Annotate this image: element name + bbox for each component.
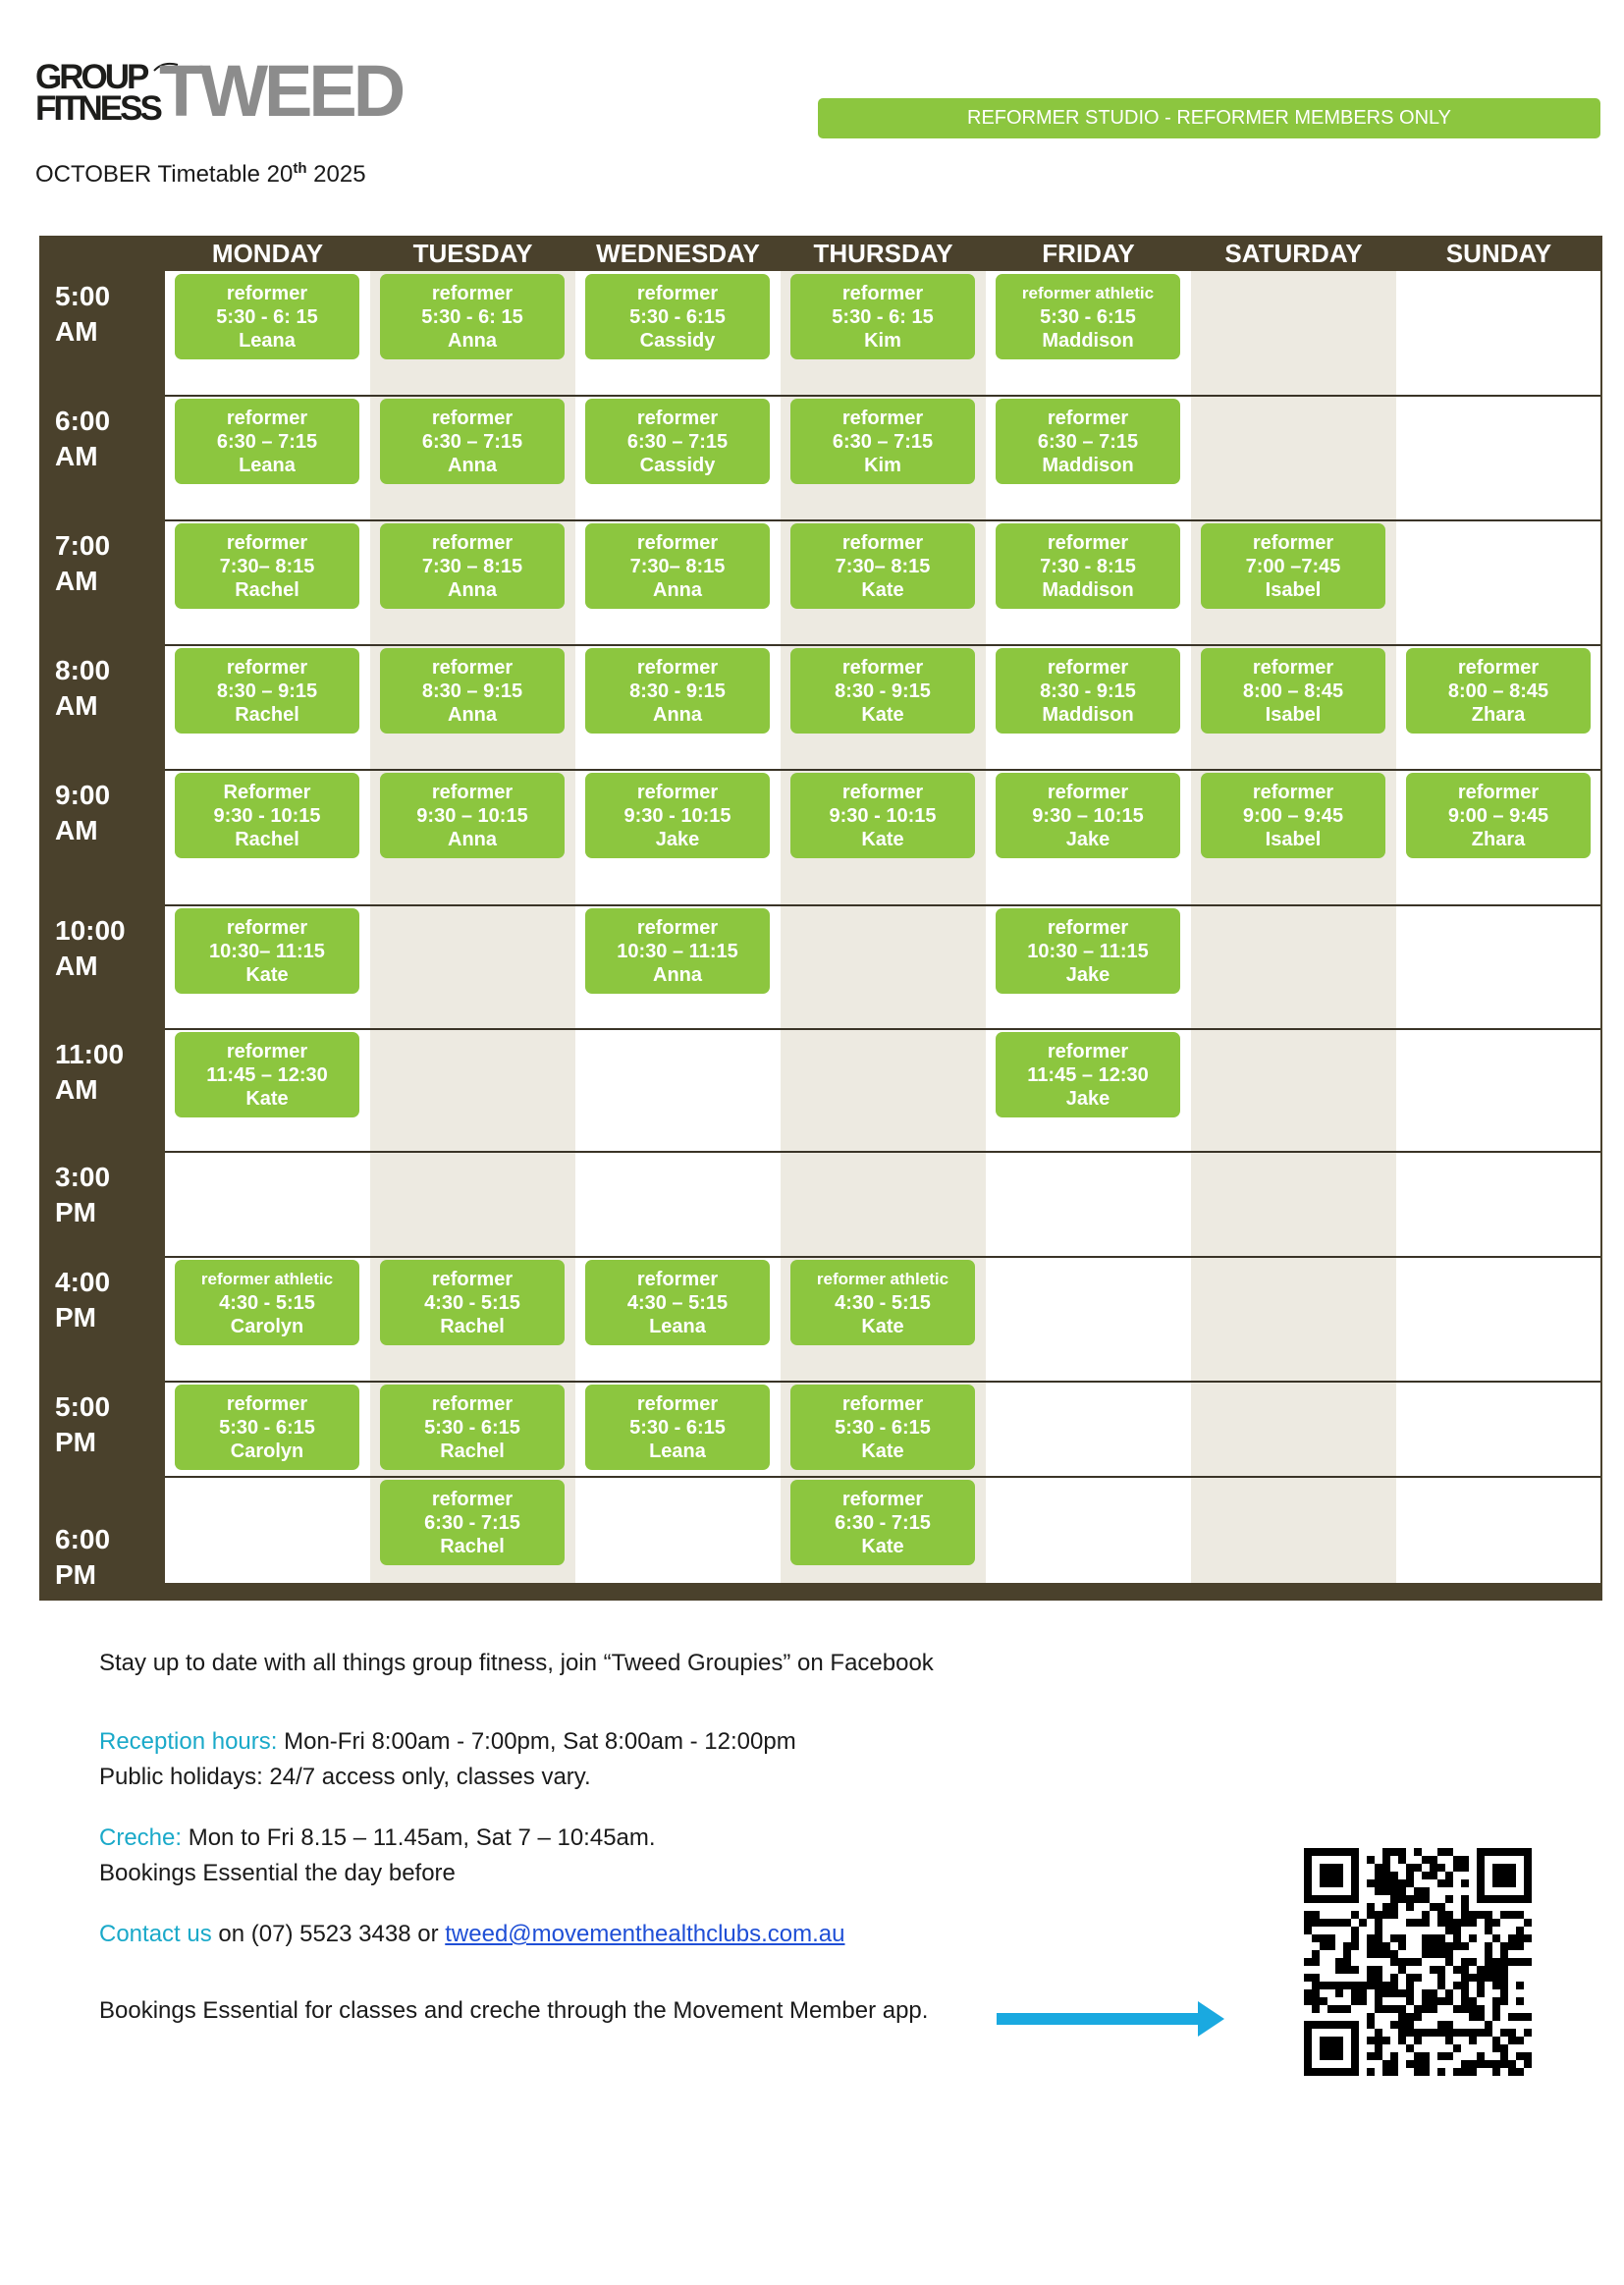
class-card[interactable] (996, 773, 1180, 858)
class-instructor: Zhara (1471, 703, 1526, 726)
class-time: 6:30 – 7:15 (421, 430, 523, 453)
class-time: 7:30 – 8:15 (421, 555, 523, 577)
class-name: reformer (841, 781, 924, 803)
class-name: reformer (226, 656, 308, 679)
page-title (35, 160, 366, 189)
class-instructor: Kate (245, 963, 289, 986)
class-card[interactable] (1406, 648, 1591, 734)
time-slot-label (55, 528, 110, 599)
class-name: reformer (1252, 531, 1334, 554)
time-slot-label (55, 913, 126, 984)
class-instructor: Carolyn (230, 1440, 304, 1462)
class-name: reformer (1047, 407, 1129, 429)
class-time: 5:30 - 6: 15 (216, 305, 318, 328)
class-time: 6:30 – 7:15 (832, 430, 934, 453)
class-time: 10:30 – 11:15 (617, 940, 738, 962)
class-time: 9:00 – 9:45 (1447, 804, 1549, 827)
class-instructor: Kate (245, 1087, 289, 1110)
class-instructor: Anna (448, 578, 497, 601)
reception-text: Mon-Fri 8:00am - 7:00pm, Sat 8:00am - 12:00pm (277, 1728, 796, 1755)
class-instructor: Zhara (1471, 828, 1526, 850)
class-card[interactable] (175, 399, 359, 484)
class-name: reformer (636, 916, 719, 939)
class-time: 8:00 – 8:45 (1447, 680, 1549, 702)
class-card[interactable] (1201, 523, 1385, 609)
day-header-wednesday: WEDNESDAY (596, 238, 760, 268)
time-meridiem: PM (55, 1559, 96, 1590)
class-time: 7:30 - 8:15 (1040, 555, 1136, 577)
class-card[interactable] (175, 773, 359, 858)
class-time: 7:00 –7:45 (1245, 555, 1341, 577)
class-card[interactable] (585, 908, 770, 994)
class-name: reformer (431, 407, 514, 429)
class-time: 5:30 - 6:15 (424, 1416, 520, 1439)
row-divider (165, 644, 1600, 646)
class-instructor: Anna (653, 578, 702, 601)
time-slot-label (55, 279, 110, 350)
class-name: reformer athletic (1021, 283, 1155, 302)
class-card[interactable] (175, 1260, 359, 1345)
row-divider (165, 1476, 1600, 1478)
day-header-monday: MONDAY (211, 238, 324, 268)
class-time: 6:30 - 7:15 (424, 1511, 520, 1534)
class-card[interactable] (175, 1032, 359, 1117)
class-time: 6:30 – 7:15 (626, 430, 729, 453)
class-time: 10:30– 11:15 (209, 940, 325, 962)
class-card[interactable] (175, 908, 359, 994)
row-divider (165, 769, 1600, 771)
class-time: 7:30– 8:15 (835, 555, 931, 577)
class-instructor: Anna (448, 703, 497, 726)
time-hour: 8:00 (55, 655, 111, 685)
row-divider (165, 1151, 1600, 1153)
class-name: reformer (636, 656, 719, 679)
class-name: reformer (1457, 781, 1540, 803)
class-name: reformer (841, 407, 924, 429)
time-slot-label (55, 1037, 124, 1108)
class-instructor: Rachel (235, 703, 299, 726)
logo-tweed-text: TWEED (159, 50, 403, 132)
class-card[interactable] (790, 1260, 975, 1345)
class-time: 7:30– 8:15 (219, 555, 315, 577)
class-card[interactable] (1406, 773, 1591, 858)
class-card[interactable] (996, 648, 1180, 734)
class-instructor: Kate (861, 1535, 904, 1557)
class-time: 9:30 - 10:15 (829, 804, 937, 827)
time-meridiem: AM (55, 1074, 98, 1105)
class-card[interactable] (585, 1260, 770, 1345)
class-card[interactable] (1201, 648, 1385, 734)
class-card[interactable] (175, 523, 359, 609)
class-time: 5:30 - 6:15 (835, 1416, 931, 1439)
bookings-note: Bookings Essential for classes and creche through the Movement Member app. (99, 1997, 929, 2024)
class-time: 8:30 – 9:15 (421, 680, 523, 702)
class-name: reformer (1047, 656, 1129, 679)
class-time: 5:30 - 6:15 (629, 1416, 726, 1439)
class-instructor: Rachel (440, 1315, 505, 1337)
class-instructor: Jake (655, 828, 700, 850)
class-time: 5:30 - 6:15 (219, 1416, 315, 1439)
time-meridiem: AM (55, 951, 98, 981)
class-name: reformer (431, 1392, 514, 1415)
class-card[interactable] (380, 648, 565, 734)
column-shade (1191, 271, 1396, 1583)
class-instructor: Jake (1065, 963, 1110, 986)
time-hour: 5:00 (55, 1391, 111, 1422)
row-divider (165, 519, 1600, 521)
class-instructor: Anna (448, 828, 497, 850)
class-name: reformer (636, 1268, 719, 1290)
class-card[interactable] (585, 399, 770, 484)
time-hour: 5:00 (55, 281, 111, 311)
class-card[interactable] (380, 1480, 565, 1565)
class-instructor: Kate (861, 1315, 904, 1337)
class-card[interactable] (996, 274, 1180, 359)
class-name: reformer (841, 531, 924, 554)
class-time: 7:30– 8:15 (629, 555, 726, 577)
class-time: 8:30 - 9:15 (1040, 680, 1136, 702)
arrow-right-icon (997, 1999, 1224, 2039)
row-divider (165, 1256, 1600, 1258)
class-name: reformer (1457, 656, 1540, 679)
time-slot-label (55, 1265, 110, 1335)
class-instructor: Kate (861, 1440, 904, 1462)
time-meridiem: PM (55, 1427, 96, 1457)
time-meridiem: AM (55, 566, 98, 596)
contact-label: Contact us (99, 1921, 212, 1947)
class-card[interactable] (790, 399, 975, 484)
class-name: reformer (226, 282, 308, 304)
day-header-thursday: THURSDAY (813, 238, 953, 268)
time-meridiem: PM (55, 1197, 96, 1227)
class-name: reformer athletic (816, 1269, 949, 1288)
class-card[interactable] (380, 773, 565, 858)
class-time: 6:30 – 7:15 (1037, 430, 1139, 453)
class-name: reformer (431, 282, 514, 304)
class-name: reformer (636, 407, 719, 429)
time-hour: 3:00 (55, 1162, 111, 1192)
class-name: reformer (226, 531, 308, 554)
time-hour: 6:00 (55, 406, 111, 436)
class-card[interactable] (790, 274, 975, 359)
class-time: 8:00 – 8:45 (1242, 680, 1344, 702)
day-header-sunday: SUNDAY (1445, 238, 1552, 268)
class-time: 9:30 – 10:15 (1032, 804, 1144, 827)
class-card[interactable] (790, 523, 975, 609)
class-instructor: Maddison (1042, 703, 1134, 726)
class-name: reformer (636, 531, 719, 554)
class-instructor: Kim (864, 454, 901, 476)
class-time: 8:30 – 9:15 (216, 680, 318, 702)
logo-group-text: GROUP (35, 58, 147, 96)
studio-banner: REFORMER STUDIO - REFORMER MEMBERS ONLY (818, 98, 1600, 138)
time-slot-label (55, 1389, 110, 1460)
class-instructor: Rachel (235, 578, 299, 601)
creche-note: Bookings Essential the day before (99, 1860, 456, 1886)
class-card[interactable] (175, 648, 359, 734)
qr-code-icon[interactable] (1304, 1848, 1532, 2076)
email-link[interactable]: tweed@movementhealthclubs.com.au (445, 1921, 845, 1947)
title-month: OCTOBER Timetable 20 (35, 161, 294, 188)
facebook-note: Stay up to date with all things group fitness, join “Tweed Groupies” on Facebook (99, 1650, 934, 1676)
contact-us (99, 1919, 845, 1950)
class-name: reformer (431, 1488, 514, 1510)
class-instructor: Leana (649, 1315, 706, 1337)
creche-hours (99, 1823, 656, 1854)
class-time: 6:30 – 7:15 (216, 430, 318, 453)
time-meridiem: AM (55, 441, 98, 471)
class-card[interactable] (585, 274, 770, 359)
reception-label: Reception hours: (99, 1728, 278, 1755)
class-card[interactable] (380, 523, 565, 609)
timetable-body (165, 271, 1600, 1583)
timetable (39, 236, 1602, 1601)
public-holidays: Public holidays: 24/7 access only, classes vary. (99, 1764, 591, 1790)
time-slot-label (55, 1160, 110, 1230)
time-hour: 6:00 (55, 1524, 111, 1554)
class-time: 4:30 - 5:15 (219, 1291, 315, 1314)
time-hour: 11:00 (55, 1039, 125, 1069)
class-name: reformer (1047, 531, 1129, 554)
class-time: 5:30 - 6: 15 (421, 305, 523, 328)
class-instructor: Rachel (440, 1440, 505, 1462)
class-time: 9:30 – 10:15 (416, 804, 528, 827)
class-time: 5:30 - 6:15 (629, 305, 726, 328)
logo-fitness-text: FITNESS (35, 89, 160, 128)
time-hour: 10:00 (55, 915, 126, 946)
class-name: reformer (1047, 916, 1129, 939)
class-card[interactable] (996, 523, 1180, 609)
time-hour: 7:00 (55, 530, 111, 561)
contact-text: on (07) 5523 3438 or (211, 1921, 446, 1947)
class-name: reformer (226, 407, 308, 429)
class-name: reformer (841, 1488, 924, 1510)
class-card[interactable] (585, 773, 770, 858)
class-name: reformer (636, 1392, 719, 1415)
class-name: reformer (1252, 656, 1334, 679)
class-card[interactable] (380, 1385, 565, 1470)
class-card[interactable] (996, 1032, 1180, 1117)
time-slot-label (55, 404, 110, 474)
class-name: reformer (431, 1268, 514, 1290)
class-name: reformer (1047, 781, 1129, 803)
class-card[interactable] (996, 399, 1180, 484)
time-hour: 4:00 (55, 1267, 111, 1297)
class-instructor: Leana (239, 329, 296, 352)
title-year: 2025 (306, 161, 366, 188)
class-time: 11:45 – 12:30 (206, 1063, 328, 1086)
class-instructor: Kate (861, 828, 904, 850)
class-name: Reformer (223, 781, 311, 803)
class-time: 4:30 - 5:15 (424, 1291, 520, 1314)
class-instructor: Anna (653, 703, 702, 726)
class-card[interactable] (790, 1480, 975, 1565)
time-meridiem: PM (55, 1302, 96, 1333)
class-instructor: Anna (653, 963, 702, 986)
class-time: 8:30 - 9:15 (835, 680, 931, 702)
time-hour: 9:00 (55, 780, 111, 810)
class-card[interactable] (996, 908, 1180, 994)
class-time: 4:30 – 5:15 (626, 1291, 729, 1314)
class-time: 8:30 - 9:15 (629, 680, 726, 702)
class-instructor: Leana (239, 454, 296, 476)
class-name: reformer (841, 282, 924, 304)
class-instructor: Jake (1065, 828, 1110, 850)
class-time: 5:30 - 6: 15 (832, 305, 934, 328)
time-meridiem: AM (55, 815, 98, 845)
day-header-saturday: SATURDAY (1224, 238, 1363, 268)
class-card[interactable] (1201, 773, 1385, 858)
class-time: 4:30 - 5:15 (835, 1291, 931, 1314)
class-name: reformer athletic (200, 1269, 334, 1288)
class-instructor: Kate (861, 578, 904, 601)
class-card[interactable] (380, 274, 565, 359)
class-instructor: Isabel (1265, 828, 1322, 850)
row-divider (165, 395, 1600, 397)
class-instructor: Kate (861, 703, 904, 726)
class-instructor: Carolyn (230, 1315, 304, 1337)
row-divider (165, 1028, 1600, 1030)
class-card[interactable] (585, 1385, 770, 1470)
class-time: 11:45 – 12:30 (1027, 1063, 1149, 1086)
class-name: reformer (1047, 1040, 1129, 1062)
time-meridiem: AM (55, 316, 98, 347)
day-header-tuesday: TUESDAY (412, 238, 533, 268)
day-header-friday: FRIDAY (1042, 238, 1135, 268)
reception-hours (99, 1726, 796, 1758)
class-name: reformer (226, 916, 308, 939)
time-meridiem: AM (55, 690, 98, 721)
class-instructor: Cassidy (639, 329, 716, 352)
time-slot-label (55, 778, 110, 848)
class-time: 9:30 - 10:15 (623, 804, 731, 827)
row-divider (165, 1381, 1600, 1383)
class-instructor: Maddison (1042, 454, 1134, 476)
class-name: reformer (841, 1392, 924, 1415)
class-name: reformer (226, 1040, 308, 1062)
class-instructor: Rachel (235, 828, 299, 850)
row-divider (165, 904, 1600, 906)
title-ordinal: th (293, 160, 307, 177)
class-time: 9:00 – 9:45 (1242, 804, 1344, 827)
class-name: reformer (431, 656, 514, 679)
class-time: 5:30 - 6:15 (1040, 305, 1136, 328)
class-time: 10:30 – 11:15 (1027, 940, 1149, 962)
time-slot-label (55, 653, 110, 724)
class-instructor: Rachel (440, 1535, 505, 1557)
creche-label: Creche: (99, 1824, 183, 1851)
class-instructor: Anna (448, 329, 497, 352)
class-instructor: Maddison (1042, 578, 1134, 601)
class-card[interactable] (380, 399, 565, 484)
class-card[interactable] (175, 1385, 359, 1470)
class-instructor: Maddison (1042, 329, 1134, 352)
time-slot-label (55, 1522, 110, 1593)
class-instructor: Leana (649, 1440, 706, 1462)
class-card[interactable] (380, 1260, 565, 1345)
class-card[interactable] (790, 648, 975, 734)
class-instructor: Jake (1065, 1087, 1110, 1110)
class-name: reformer (841, 656, 924, 679)
class-name: reformer (636, 282, 719, 304)
class-instructor: Isabel (1265, 703, 1322, 726)
class-card[interactable] (790, 1385, 975, 1470)
class-name: reformer (226, 1392, 308, 1415)
class-instructor: Anna (448, 454, 497, 476)
class-name: reformer (1252, 781, 1334, 803)
class-time: 9:30 - 10:15 (213, 804, 321, 827)
creche-text: Mon to Fri 8.15 – 11.45am, Sat 7 – 10:45am. (182, 1824, 656, 1851)
class-name: reformer (431, 531, 514, 554)
class-card[interactable] (790, 773, 975, 858)
class-name: reformer (431, 781, 514, 803)
class-card[interactable] (585, 648, 770, 734)
class-name: reformer (636, 781, 719, 803)
class-card[interactable] (585, 523, 770, 609)
class-time: 6:30 - 7:15 (835, 1511, 931, 1534)
class-instructor: Isabel (1265, 578, 1322, 601)
class-instructor: Cassidy (639, 454, 716, 476)
class-instructor: Kim (864, 329, 901, 352)
class-card[interactable] (175, 274, 359, 359)
